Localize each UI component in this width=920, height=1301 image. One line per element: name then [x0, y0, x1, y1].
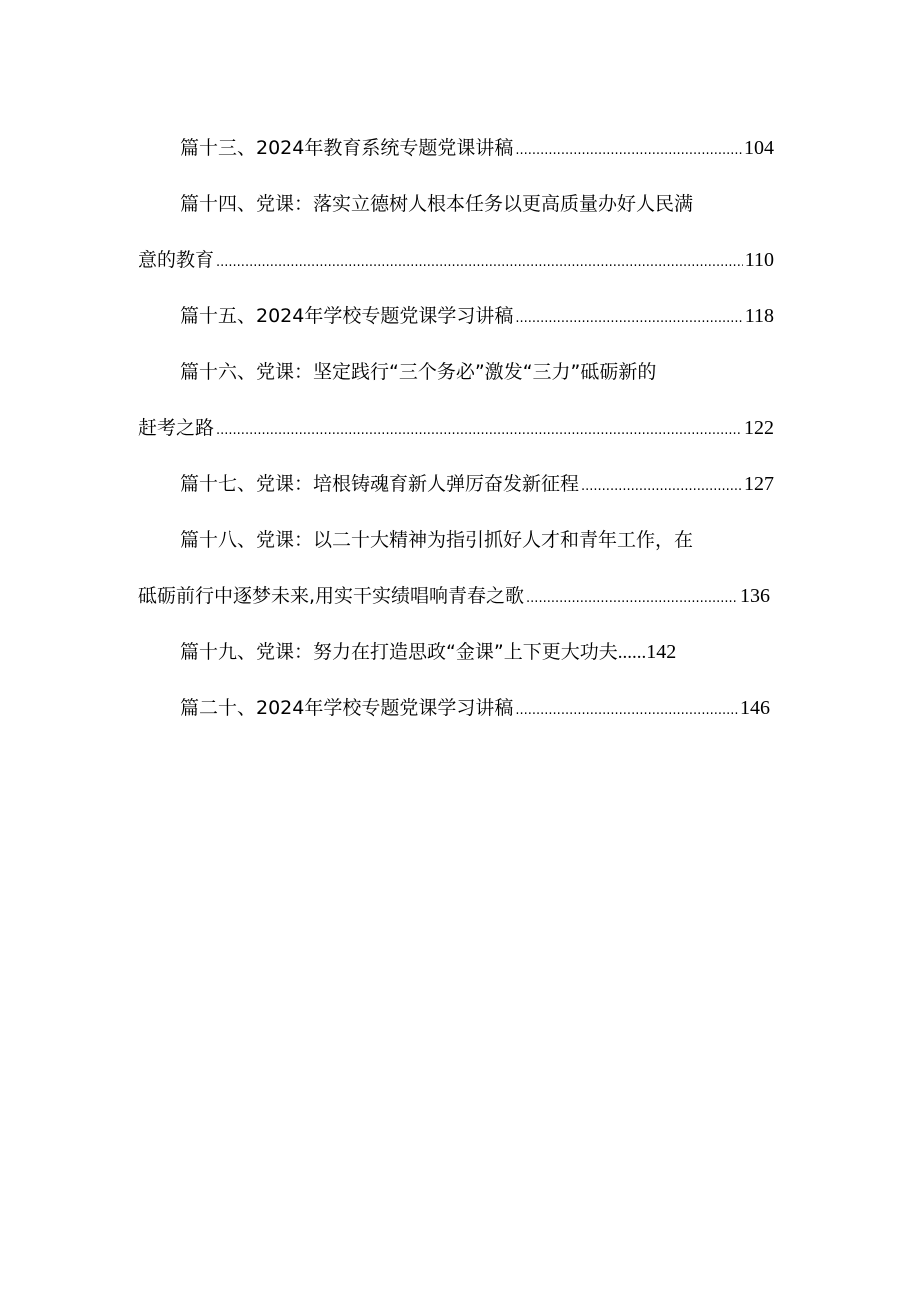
toc-entry-page: 142 [646, 641, 677, 663]
toc-entry-page: 110 [744, 249, 774, 271]
toc-entry-13[interactable] [180, 136, 774, 163]
toc-entry-title-continued: 赶考之路 [138, 417, 215, 439]
dot-leader [216, 419, 742, 443]
toc-entry-14-line1[interactable] [180, 192, 693, 216]
dot-leader [515, 307, 742, 331]
toc-entry-page: 122 [744, 417, 774, 439]
toc-entry-page: 136 [740, 585, 770, 607]
toc-entry-title: 篇二十、2024年学校专题党课学习讲稿 [180, 697, 514, 719]
toc-entry-19[interactable] [180, 640, 676, 665]
toc-entry-17[interactable] [180, 472, 774, 499]
toc-entry-title: 篇十七、党课：培根铸魂育新人弹厉奋发新征程 [180, 473, 580, 495]
toc-entry-title: 篇十六、党课：坚定践行“三个务必”激发“三力”砥砺新的 [180, 361, 657, 383]
toc-entry-16-line1[interactable] [180, 360, 656, 384]
toc-entry-page: 127 [744, 473, 774, 495]
toc-entry-title: 篇十五、2024年学校专题党课学习讲稿 [180, 305, 514, 327]
toc-entry-16-line2[interactable] [138, 416, 774, 443]
dot-leader [515, 699, 738, 723]
dot-leader: ...... [617, 642, 647, 663]
toc-entry-title-continued: 意的教育 [138, 249, 215, 271]
toc-entry-title-continued: 砥砺前行中逐梦未来,用实干实绩唱响青春之歌 [138, 585, 525, 607]
toc-entry-18-line1[interactable] [180, 528, 693, 552]
dot-leader [216, 251, 743, 275]
toc-entry-page: 146 [740, 697, 770, 719]
toc-entry-15[interactable] [180, 304, 774, 331]
toc-entry-page: 104 [744, 137, 774, 159]
dot-leader [515, 139, 742, 163]
toc-entry-title: 篇十四、党课：落实立德树人根本任务以更高质量办好人民满 [180, 193, 694, 215]
toc-entry-title: 篇十八、党课：以二十大精神为指引抓好人才和青年工作，在 [180, 529, 694, 551]
toc-entry-title: 篇十三、2024年教育系统专题党课讲稿 [180, 137, 514, 159]
toc-entry-18-line2[interactable] [138, 584, 770, 611]
toc-entry-20[interactable] [180, 696, 770, 723]
toc-entry-title: 篇十九、党课：努力在打造思政“金课”上下更大功夫 [180, 641, 618, 663]
toc-entry-page: 118 [744, 305, 774, 327]
toc-entry-14-line2[interactable] [138, 248, 774, 275]
dot-leader [581, 475, 742, 499]
dot-leader [526, 587, 738, 611]
